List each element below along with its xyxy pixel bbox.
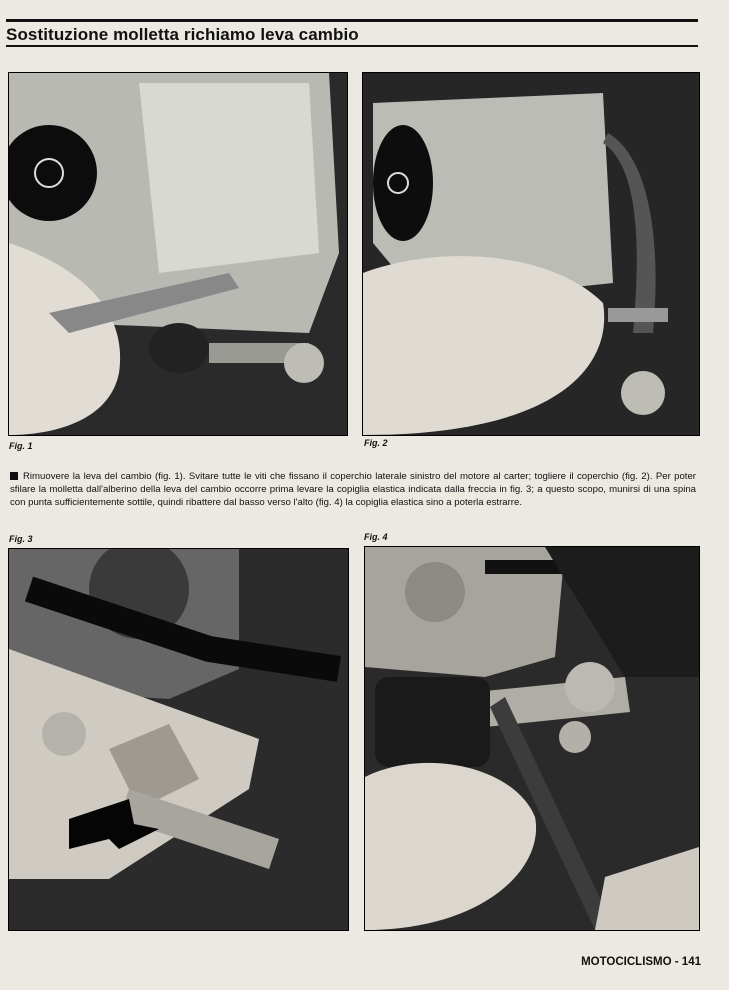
figure-2-photo xyxy=(362,72,700,436)
page-title: Sostituzione molletta richiamo leva cambio xyxy=(6,25,359,44)
top-rule xyxy=(6,19,698,22)
figure-3-photo xyxy=(8,548,349,931)
figure-4-caption: Fig. 4 xyxy=(364,532,388,542)
figure-3-caption: Fig. 3 xyxy=(9,534,33,544)
bullet-icon xyxy=(10,472,18,480)
figure-2-caption: Fig. 2 xyxy=(364,438,388,448)
figure-4-photo xyxy=(364,546,700,931)
body-paragraph-text: Rimuovere la leva del cambio (fig. 1). Svitare tutte le viti che fissano il coperchio laterale sinistro del motore al carter; togliere il coperchio (fig. 2). Per poter sfilare la molletta dall'alberino della leva del cambio occorre prima levare la copiglia elastica indicata dalla freccia in fig. 3; a questo scopo, munirsi di una spina con punta sufficientemente sottile, quindi ribattere dal basso verso l'alto (fig. 4) la copiglia elastica sino a poterla estrarre. xyxy=(10,471,696,508)
title-underline xyxy=(6,45,698,47)
body-paragraph xyxy=(10,470,696,509)
page-footer: MOTOCICLISMO - 141 xyxy=(581,956,701,968)
figure-1-caption: Fig. 1 xyxy=(9,441,33,451)
figure-1-photo xyxy=(8,72,348,436)
